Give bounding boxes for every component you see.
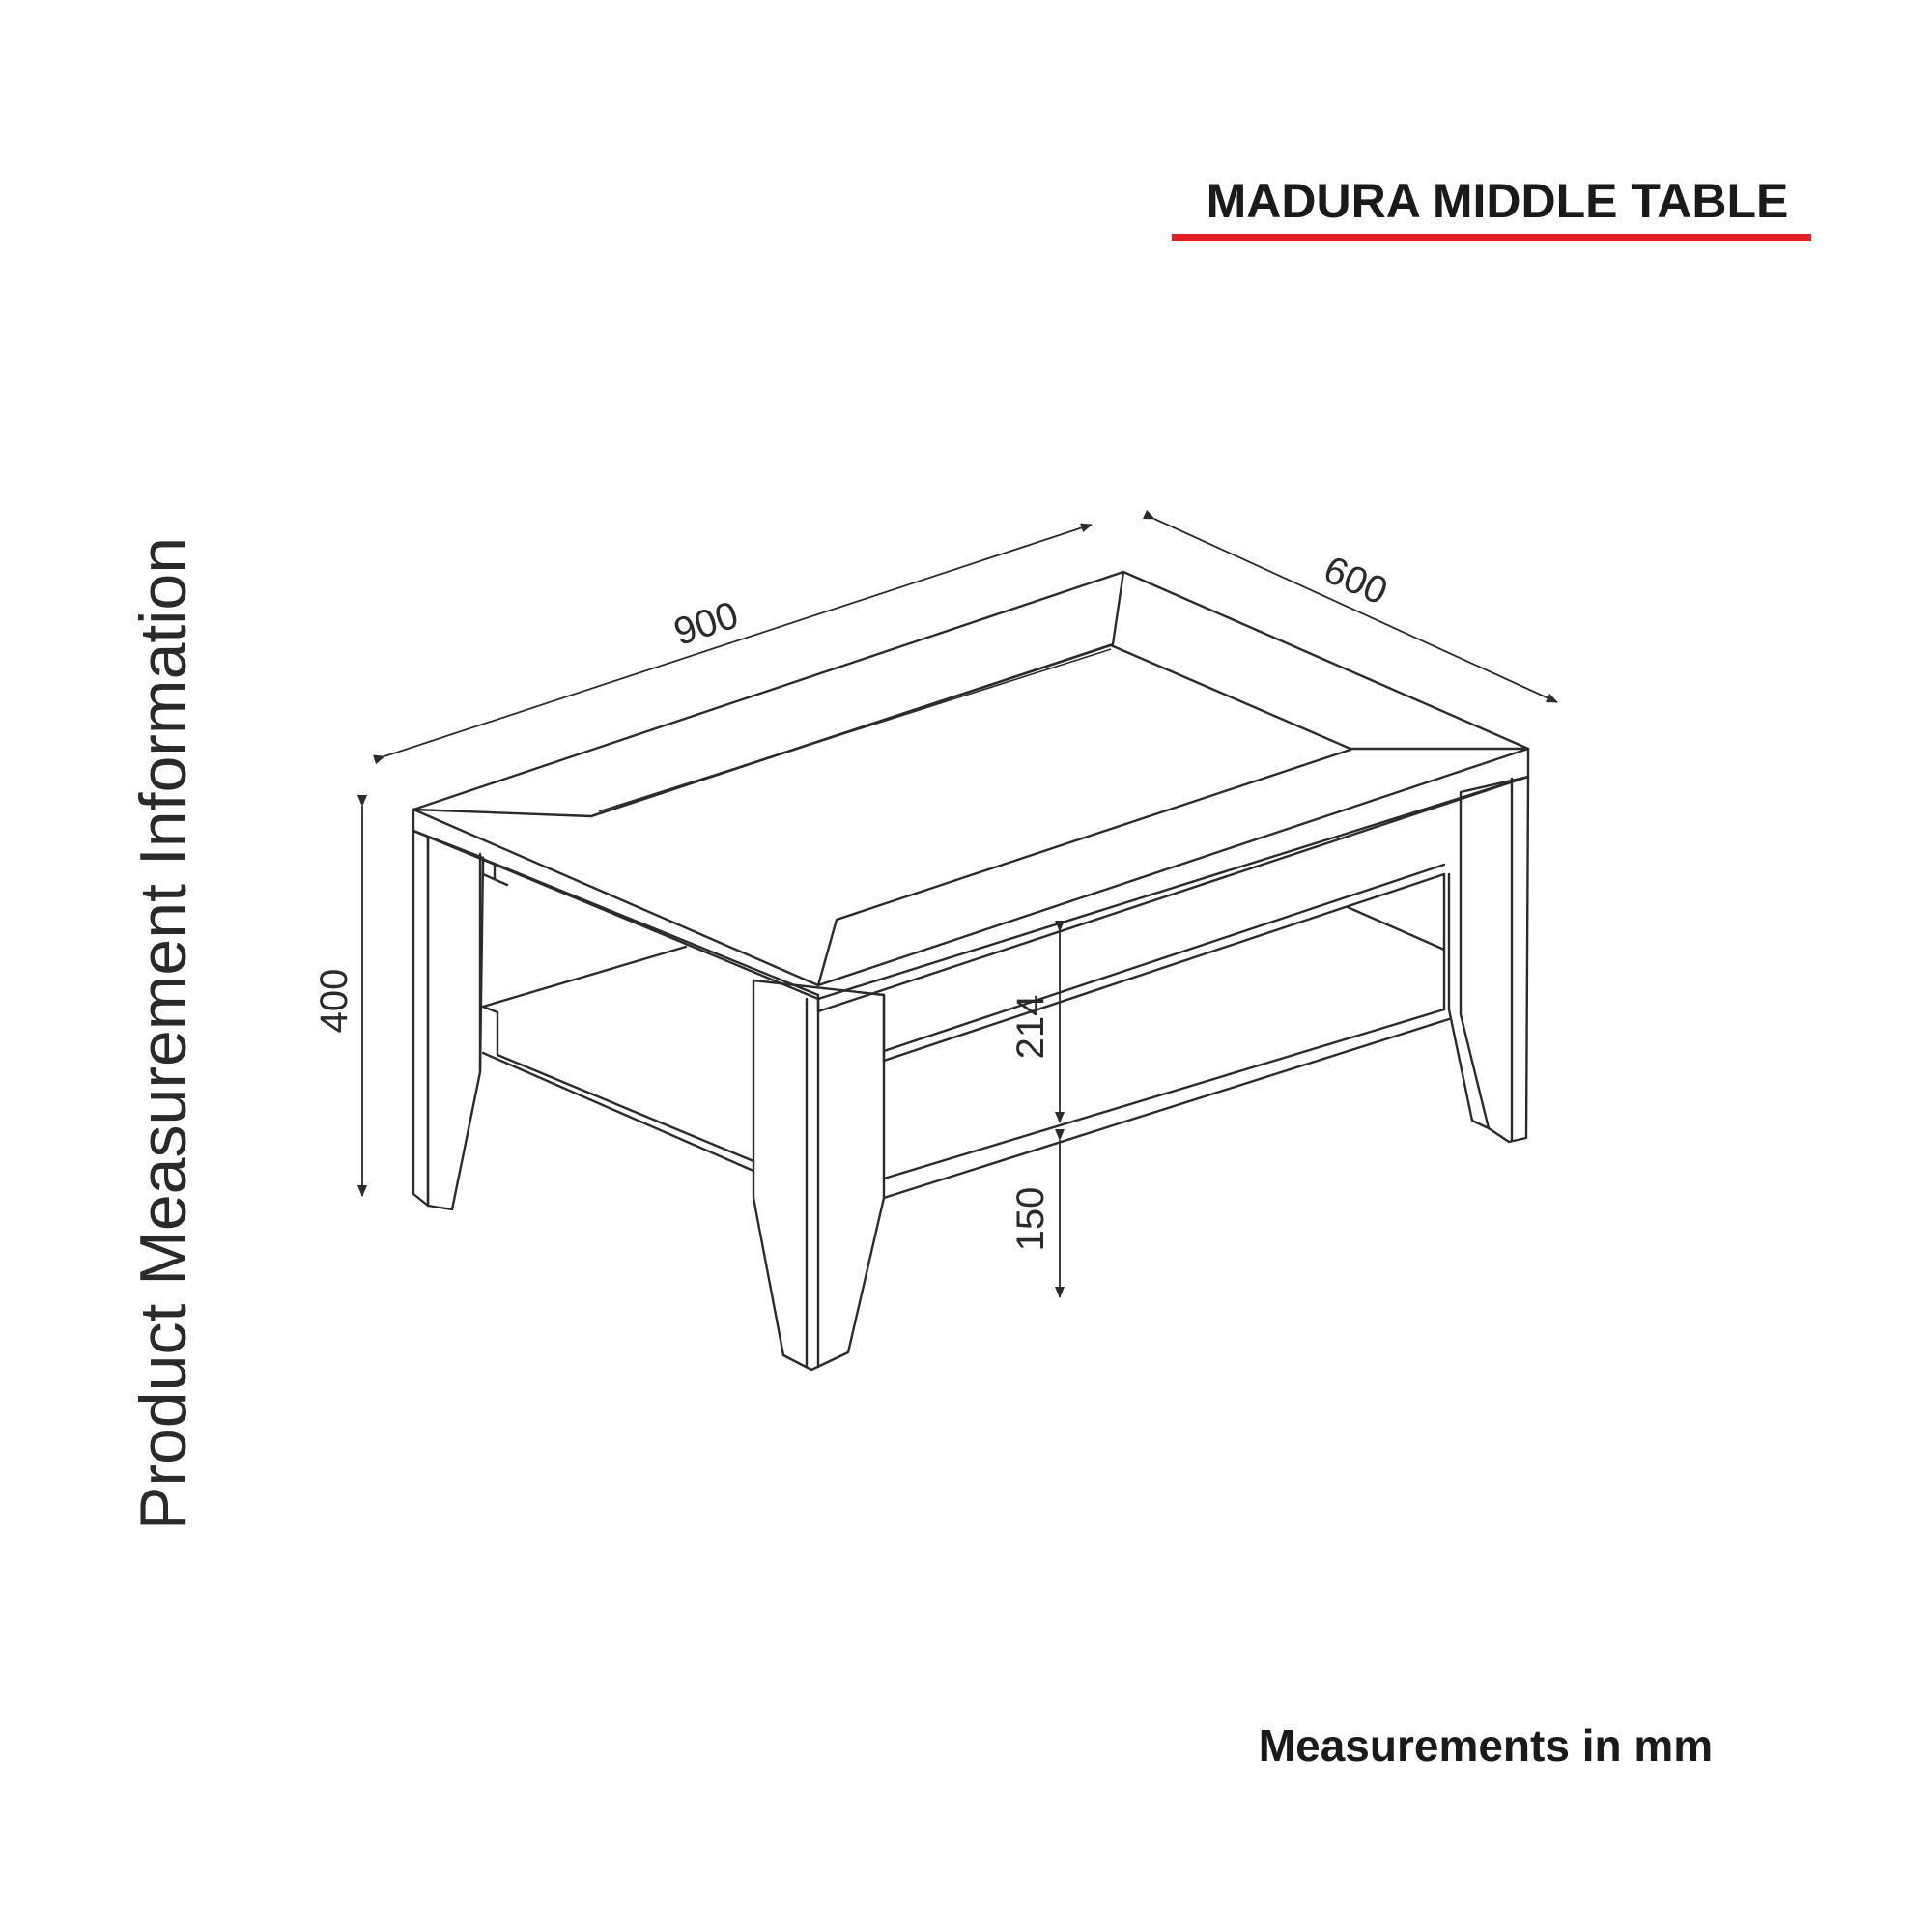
width-label: 900 [668,593,744,654]
side-label: Product Measurement Information [127,536,200,1531]
page-title: MADURA MIDDLE TABLE [1206,174,1789,228]
shelf-gap-label: 214 [1009,994,1052,1060]
width-dimension-line [384,525,1092,756]
depth-label: 600 [1317,548,1394,613]
leg-clearance-label: 150 [1009,1186,1052,1252]
height-label: 400 [313,968,355,1034]
units-note: Measurements in mm [1258,1720,1714,1771]
